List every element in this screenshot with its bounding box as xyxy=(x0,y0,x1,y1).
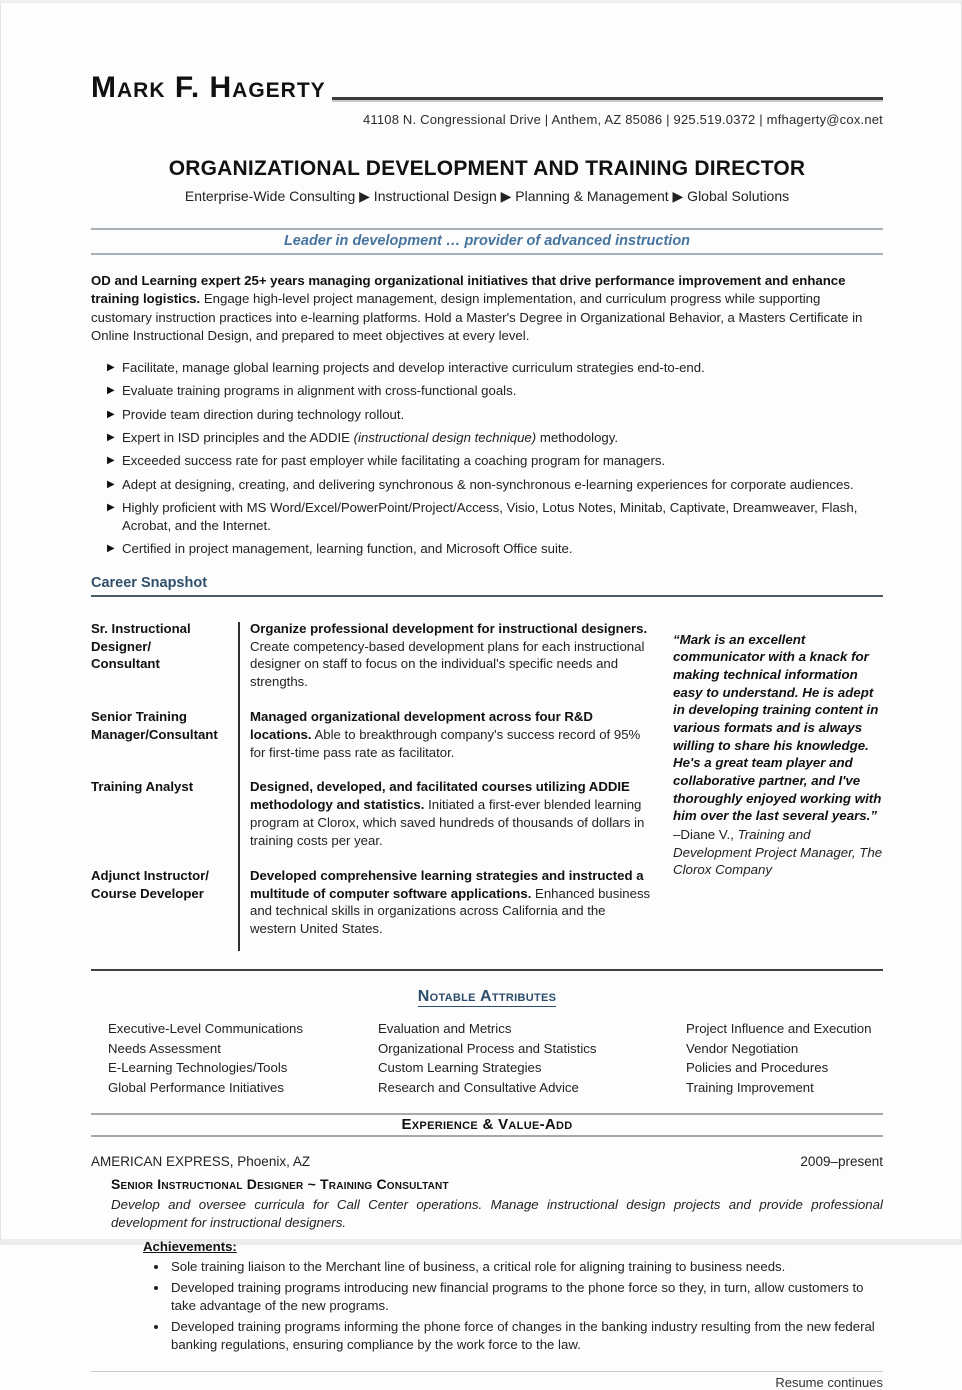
highlight-text: Expert in ISD principles and the ADDIE (instructional design technique) methodology. xyxy=(122,429,619,445)
attribute-item: Global Performance Initiatives xyxy=(108,1079,284,1095)
triangle-bullet-icon: ▶ xyxy=(107,408,115,420)
resume-continues-note: Resume continues xyxy=(775,1374,883,1390)
date-range: 2009–present xyxy=(800,1153,883,1169)
highlight-text: Provide team direction during technology rollout. xyxy=(122,406,405,422)
testimonial-quote: “Mark is an excellent communicator with a knack for making technical information easy to understand. He is adept in developing training content in various formats and is always willing to share his knowledge. He's a great team player and collaborative partner, and I've thoroughly enjoyed working with him over the last several years.” xyxy=(673,631,882,824)
page-subtitle: Enterprise-Wide Consulting ▶ Instructional Design ▶ Planning & Management ▶ Global Solutions xyxy=(184,188,790,204)
summary-paragraph xyxy=(91,272,883,346)
highlight-text: Certified in project management, learning function, and Microsoft Office suite. xyxy=(122,540,573,556)
testimonial xyxy=(673,620,883,955)
attributes-column-3 xyxy=(686,1021,883,1100)
highlight-item xyxy=(107,429,883,447)
snapshot-role: Adjunct Instructor/ Course Developer xyxy=(91,867,209,901)
achievement-item: • Developed training programs introducing new financial programs to the phone force so they, in turn, allow customers to take advantage of the new programs. xyxy=(169,1279,883,1315)
snapshot-role: Training Analyst xyxy=(91,779,194,795)
highlight-text: Exceeded success rate for past employer while facilitating a coaching program for managers. xyxy=(122,453,666,469)
attribute-item: Research and Consultative Advice xyxy=(378,1079,579,1095)
experience-heading: Experience & Value-Add xyxy=(91,1113,883,1137)
tagline-banner: Leader in development … provider of advanced instruction xyxy=(91,228,883,255)
page xyxy=(1,3,961,1390)
notable-attributes-heading: Notable Attributes xyxy=(417,987,557,1005)
highlight-item xyxy=(107,406,883,424)
page-title: ORGANIZATIONAL DEVELOPMENT AND TRAINING DIRECTOR xyxy=(168,157,806,180)
highlight-item xyxy=(107,382,883,400)
attribute-item: Custom Learning Strategies xyxy=(378,1060,542,1076)
career-snapshot-heading: Career Snapshot xyxy=(91,575,883,597)
snapshot-description: Developed comprehensive learning strategies and instructed a multitude of computer software applications. Enhanced business and technical skills in organizations across California and the western United States. xyxy=(250,867,651,937)
job-description: Develop and oversee curricula for Call Center operations. Manage instructional design projects and provide professional development for instructional designers. xyxy=(111,1196,883,1230)
highlight-item xyxy=(107,359,883,377)
attribute-item: Project Influence and Execution xyxy=(686,1020,872,1036)
header xyxy=(91,73,883,103)
snapshot-vertical-rule xyxy=(238,622,240,951)
attributes-column-1 xyxy=(108,1021,378,1100)
attribute-item: Vendor Negotiation xyxy=(686,1040,799,1056)
testimonial-attribution: –Diane V., Training and Development Project Manager, The Clorox Company xyxy=(673,827,883,878)
triangle-bullet-icon: ▶ xyxy=(107,542,115,554)
highlights-list xyxy=(91,359,883,558)
attributes-column-2 xyxy=(378,1021,686,1100)
triangle-bullet-icon: ▶ xyxy=(107,478,115,490)
highlight-item xyxy=(107,499,883,535)
summary-body: Engage high-level project management, design implementation, and curriculum progress while supporting customary instruction practices into e-learning platforms. Hold a Master's Degree in Organizational Behavior, a Masters Certificate in Online Instructional Design, and prepared to meet objectives at every level. xyxy=(91,291,863,344)
highlight-item xyxy=(107,476,883,494)
company-line xyxy=(91,1154,883,1169)
attribute-item: E-Learning Technologies/Tools xyxy=(108,1060,288,1076)
name-underline xyxy=(332,97,883,100)
triangle-bullet-icon: ▶ xyxy=(107,385,115,397)
triangle-bullet-icon: ▶ xyxy=(107,455,115,467)
company-name: AMERICAN EXPRESS, Phoenix, AZ xyxy=(91,1153,311,1169)
attribute-item: Needs Assessment xyxy=(108,1040,221,1056)
snapshot-row xyxy=(91,867,651,938)
snapshot-row xyxy=(91,778,651,849)
snapshot-role: Senior Training Manager/Consultant xyxy=(91,709,218,742)
attribute-item: Organizational Process and Statistics xyxy=(378,1040,597,1056)
notable-attributes-grid xyxy=(91,1021,883,1100)
attribute-item: Training Improvement xyxy=(686,1079,814,1095)
highlight-text: Evaluate training programs in alignment with cross-functional goals. xyxy=(122,383,517,399)
snapshot-description: Organize professional development for instructional designers. Create competency-based development plans for each instructional designer on staff to focus on the individual's specific needs and strengths. xyxy=(250,620,648,690)
triangle-bullet-icon: ▶ xyxy=(107,361,115,373)
attribute-item: Evaluation and Metrics xyxy=(378,1020,512,1036)
attribute-item: Executive-Level Communications xyxy=(108,1020,303,1036)
highlight-text: Facilitate, manage global learning projects and develop interactive curriculum strategies end-to-end. xyxy=(122,359,705,375)
attribute-item: Policies and Procedures xyxy=(686,1060,829,1076)
highlight-item xyxy=(107,540,883,558)
achievement-item: • Sole training liaison to the Merchant line of business, a critical role for aligning training to business needs. xyxy=(169,1258,883,1276)
highlight-text: Adept at designing, creating, and delivering synchronous & non-synchronous e-learning experiences for corporate audiences. xyxy=(122,476,854,492)
snapshot-table xyxy=(91,620,651,955)
candidate-name: Mark F. Hagerty xyxy=(91,71,326,104)
triangle-bullet-icon: ▶ xyxy=(107,501,115,513)
achievement-item: • Developed training programs informing the phone force of changes in the banking industry resulting from the new federal banking regulations, ensuring compliance by the work force to the law. xyxy=(169,1318,883,1354)
job-title: Senior Instructional Designer ~ Training Consultant xyxy=(111,1175,449,1192)
snapshot-description: Designed, developed, and facilitated courses utilizing ADDIE methodology and statistics. Initiated a first-ever blended learning program at Clorox, which saved hundreds of thousands of dollars in training costs per year. xyxy=(250,779,645,848)
snapshot-row xyxy=(91,708,651,761)
highlight-text: Highly proficient with MS Word/Excel/PowerPoint/Project/Access, Visio, Lotus Notes, Minitab, Captivate, Dreamweaver, Flash, Acrobat, and the Internet. xyxy=(122,499,858,533)
summary-lead: OD and Learning expert 25+ years managing organizational initiatives that drive performance improvement and enhance training logistics. xyxy=(91,273,846,307)
achievements-label: Achievements: xyxy=(143,1238,237,1254)
achievements-list xyxy=(169,1258,883,1354)
triangle-bullet-icon: ▶ xyxy=(107,431,115,443)
highlight-item xyxy=(107,452,883,470)
snapshot-row xyxy=(91,620,651,691)
career-snapshot-section xyxy=(91,620,883,971)
contact-line: 41108 N. Congressional Drive | Anthem, AZ 85086 | 925.519.0372 | mfhagerty@cox.net xyxy=(362,112,883,127)
snapshot-description: Managed organizational development across four R&D locations. Able to breakthrough company's success record of 95% for first-time pass rate as facilitator. xyxy=(250,709,641,760)
snapshot-role: Sr. Instructional Designer/ Consultant xyxy=(91,620,191,672)
